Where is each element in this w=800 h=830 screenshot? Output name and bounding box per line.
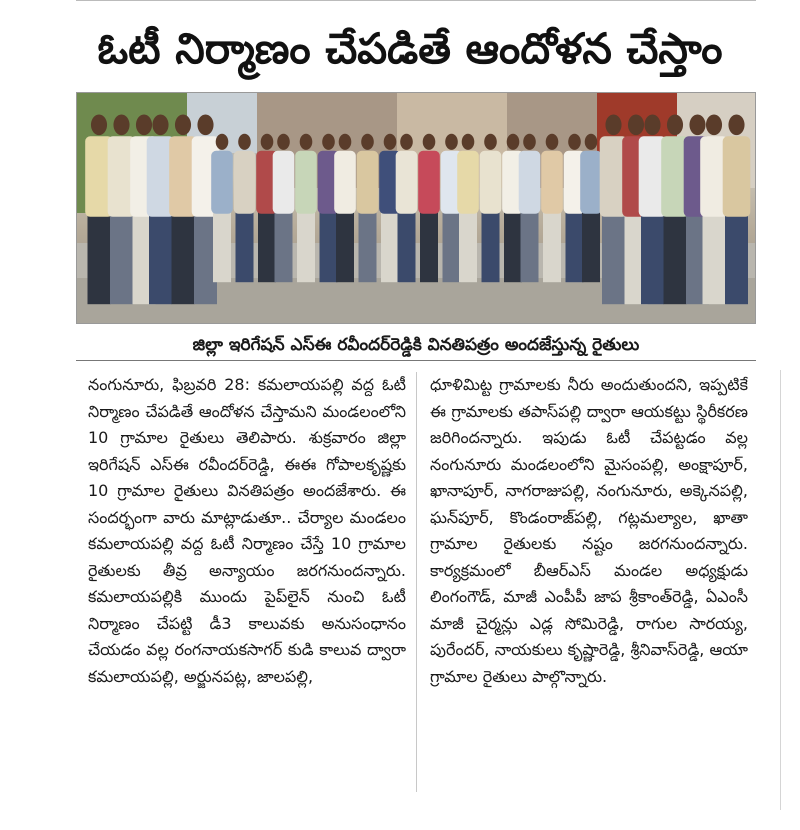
person-figure [541, 134, 563, 283]
person-figure [580, 134, 602, 283]
headline: ఓటీ నిర్మాణం చేపడితే ఆందోళన చేస్తాం [97, 24, 723, 73]
page-edge-rule [780, 370, 781, 810]
person-figure [519, 134, 541, 283]
article-text-column-1: నంగునూరు, ఫిబ్రవరి 28: కమలాయపల్లి వద్ద ఓటీ నిర్మాణం చేపడితే ఆందోళన చేస్తామని మండలంలోని 10 గ్రామాల రైతులు తెలిపారు. శుక్రవారం జిల్లా ఇరిగేషన్ ఎస్ఈ రవీందర్‌రెడ్డి, ఈఈ గోపాలకృష్ణకు 10 గ్రామాల రైతులు వినతిపత్రం అందజేశారు. ఈ సందర్భంగా వారు మాట్లాడుతూ.. చేర్యాల మండలం కమలాయపల్లి వద్ద ఓటీ నిర్మాణం చేస్తే 10 గ్రామాల రైతులకు తీవ్ర అన్యాయం జరగనుందన్నారు. కమలాయపల్లికి ముందు పైప్‌లైన్ నుంచి ఓటీ నిర్మాణం చేపట్టి డీ3 కాలువకు అనుసంధానం చేయడం వల్ల రంగనాయకసాగర్ కుడి కాలువ ద్వారా కమలాయపల్లి, అర్జునపట్ల, జాలపల్లి, [88, 375, 406, 686]
person-figure [295, 134, 317, 283]
person-figure [396, 134, 418, 283]
photo-caption: జిల్లా ఇరిగేషన్ ఎస్ఈ రవీందర్‌రెడ్డికి వినతిపత్రం అందజేస్తున్న రైతులు [76, 330, 756, 361]
article-column-2 [430, 372, 748, 690]
person-figure [273, 134, 295, 283]
person-figure [457, 134, 479, 283]
news-photo [76, 92, 756, 324]
person-figure [211, 134, 233, 283]
top-rule [76, 0, 756, 1]
person-figure [334, 134, 356, 283]
person-figure [480, 134, 502, 283]
farmers-group-photo [77, 93, 756, 324]
column-divider [416, 372, 417, 792]
person-figure [357, 134, 379, 283]
article-text-column-2: ధూళిమిట్ట గ్రామాలకు నీరు అందుతుందని, ఇప్పటికే ఈ గ్రామాలకు తపాస్‌పల్లి ద్వారా ఆయకట్టు స్థిరీకరణ జరిగిందన్నారు. ఇపుడు ఓటీ చేపట్టడం వల్ల నంగునూరు మండలంలోని మైసంపల్లి, అంక్షాపూర్, ఖానాపూర్, నాగరాజుపల్లి, నంగునూరు, అక్కెనపల్లి, ఘన్‌పూర్, కొండంరాజ్‌పల్లి, గట్లమల్యాల, ఖాతా గ్రామాల రైతులకు నష్టం జరగనుందన్నారు. కార్యక్రమంలో బీఆర్ఎస్ మండల అధ్యక్షుడు లింగంగౌడ్, మాజీ ఎంపీపీ జాప శ్రీకాంత్‌రెడ్డి, ఏఎంసీ మాజీ చైర్మన్లు ఎడ్ల సోమిరెడ్డి, రాగుల సారయ్య, పురేందర్, నాయకులు కృష్ణారెడ్డి, శ్రీనివాస్‌రెడ్డి, ఆయా గ్రామాల రైతులు పాల్గొన్నారు. [430, 375, 748, 686]
person-figure [418, 134, 440, 283]
person-figure [234, 134, 256, 283]
article-column-1 [88, 372, 406, 690]
person-figure [723, 114, 751, 304]
